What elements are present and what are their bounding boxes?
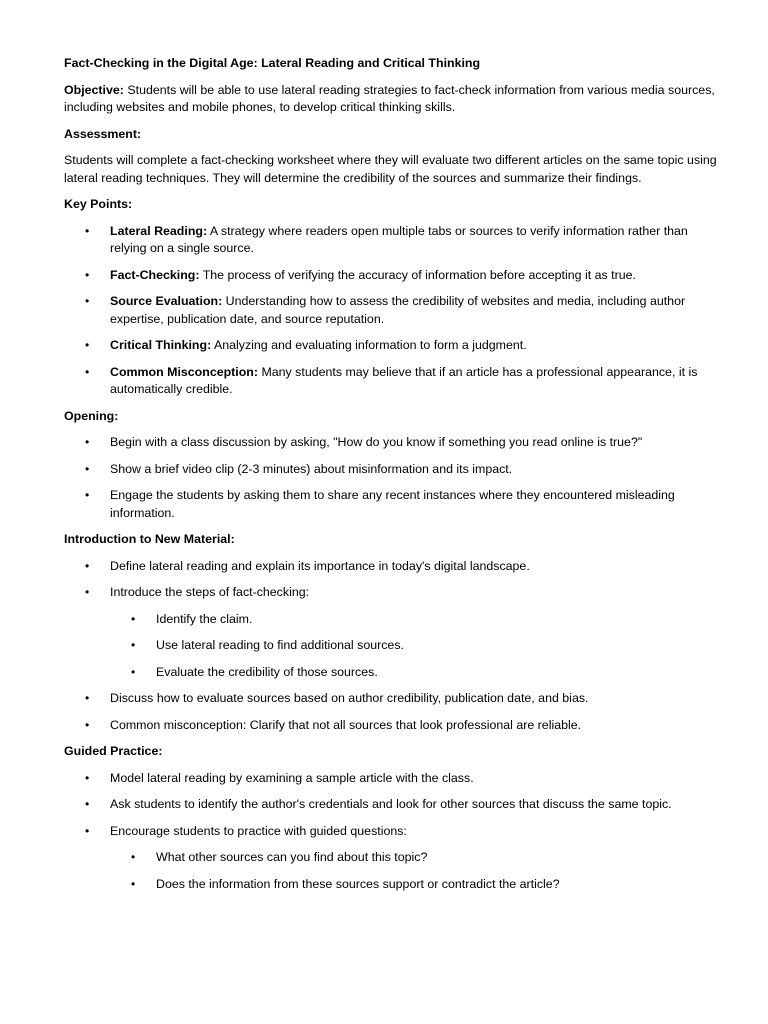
bullet-icon: • xyxy=(85,558,90,573)
list-item xyxy=(64,267,724,285)
intro-item-text: Introduce the steps of fact-checking: xyxy=(110,585,310,599)
key-point-text: Analyzing and evaluating information to form a judgment. xyxy=(211,338,527,352)
bullet-icon: • xyxy=(85,461,90,476)
list-item xyxy=(110,876,724,894)
list-item xyxy=(64,796,724,814)
key-point-term: Lateral Reading: xyxy=(110,223,208,238)
opening-item-text: Engage the students by asking them to share any recent instances where they encountered misleading information. xyxy=(110,488,675,520)
step-text: Use lateral reading to find additional sources. xyxy=(156,638,404,652)
key-point-term: Fact-Checking: xyxy=(110,267,200,282)
objective-text: Students will be able to use lateral reading strategies to fact-check information from various media sources, including websites and mobile phones, to develop critical thinking skills. xyxy=(64,82,715,114)
key-point-term: Source Evaluation: xyxy=(110,294,223,308)
bullet-icon: • xyxy=(85,338,90,352)
key-point-text: Understanding how to assess the credibility of websites and media, including author expertise, publication date, and source reputation. xyxy=(110,294,686,326)
bullet-icon: • xyxy=(131,638,136,652)
guided-item-text: Encourage students to practice with guided questions: xyxy=(110,823,407,838)
bullet-icon: • xyxy=(131,664,136,679)
step-text: Identify the claim. xyxy=(156,611,253,626)
step-text: Evaluate the credibility of those sources. xyxy=(156,664,378,679)
list-item xyxy=(64,487,724,522)
bullet-icon: • xyxy=(85,267,90,282)
bullet-icon: • xyxy=(85,223,90,238)
opening-item-text: Show a brief video clip (2-3 minutes) about misinformation and its impact. xyxy=(110,461,513,476)
list-item xyxy=(64,461,724,479)
list-item xyxy=(64,584,724,681)
list-item xyxy=(64,558,724,576)
list-item xyxy=(64,223,724,258)
bullet-icon: • xyxy=(85,488,90,502)
bullet-icon: • xyxy=(85,691,90,705)
key-points-heading: Key Points: xyxy=(64,197,133,211)
question-text: Does the information from these sources support or contradict the article? xyxy=(156,876,560,891)
list-item xyxy=(64,770,724,788)
list-item xyxy=(64,364,724,399)
assessment-paragraph: Students will complete a fact-checking worksheet where they will evaluate two different articles on the same topic using lateral reading techniques. They will determine the credibility of the sources and summarize their findings. xyxy=(64,153,717,185)
list-item xyxy=(64,434,724,452)
key-point-text: The process of verifying the accuracy of information before accepting it as true. xyxy=(199,267,636,282)
list-item xyxy=(64,690,724,708)
list-item xyxy=(64,293,724,328)
key-points-list xyxy=(64,223,724,399)
bullet-icon: • xyxy=(85,770,90,785)
key-point-term: Common Misconception: xyxy=(110,364,258,379)
bullet-icon: • xyxy=(131,876,136,891)
bullet-icon: • xyxy=(85,435,90,449)
list-item xyxy=(110,637,724,655)
list-item xyxy=(64,337,724,355)
bullet-icon: • xyxy=(85,364,90,379)
intro-list xyxy=(64,558,724,735)
intro-item-text: Common misconception: Clarify that not all sources that look professional are reliable. xyxy=(110,717,582,732)
bullet-icon: • xyxy=(85,717,90,732)
assessment-heading: Assessment: xyxy=(64,126,142,141)
key-point-text: Many students may believe that if an article has a professional appearance, it is automatically credible. xyxy=(110,364,698,396)
document-title: Fact-Checking in the Digital Age: Lateral Reading and Critical Thinking xyxy=(64,56,481,70)
list-item xyxy=(64,717,724,735)
guided-practice-list xyxy=(64,770,724,894)
opening-item-text: Begin with a class discussion by asking, "How do you know if something you read online is true?" xyxy=(110,435,643,449)
guided-practice-heading: Guided Practice: xyxy=(64,744,163,758)
intro-heading: Introduction to New Material: xyxy=(64,532,235,546)
opening-list xyxy=(64,434,724,522)
key-point-term: Critical Thinking: xyxy=(110,338,212,352)
opening-heading: Opening: xyxy=(64,408,119,423)
list-item xyxy=(110,611,724,629)
guided-item-text: Ask students to identify the author's credentials and look for other sources that discuss the same topic. xyxy=(110,797,672,811)
bullet-icon: • xyxy=(85,294,90,308)
bullet-icon: • xyxy=(85,797,90,811)
list-item xyxy=(64,823,724,894)
objective-paragraph xyxy=(64,82,724,117)
bullet-icon: • xyxy=(85,585,90,599)
bullet-icon: • xyxy=(131,850,136,864)
fact-check-steps-list xyxy=(110,611,724,682)
intro-item-text: Define lateral reading and explain its importance in today's digital landscape. xyxy=(110,558,530,573)
guided-item-text: Model lateral reading by examining a sample article with the class. xyxy=(110,770,474,785)
intro-item-text: Discuss how to evaluate sources based on author credibility, publication date, and bias. xyxy=(110,691,589,705)
bullet-icon: • xyxy=(85,823,90,838)
objective-label: Objective: xyxy=(64,82,124,97)
key-point-text: A strategy where readers open multiple tabs or sources to verify information rather than relying on a single source. xyxy=(110,223,688,255)
list-item xyxy=(110,849,724,867)
question-text: What other sources can you find about this topic? xyxy=(156,850,428,864)
bullet-icon: • xyxy=(131,611,136,626)
guided-questions-list xyxy=(110,849,724,893)
list-item xyxy=(110,664,724,682)
